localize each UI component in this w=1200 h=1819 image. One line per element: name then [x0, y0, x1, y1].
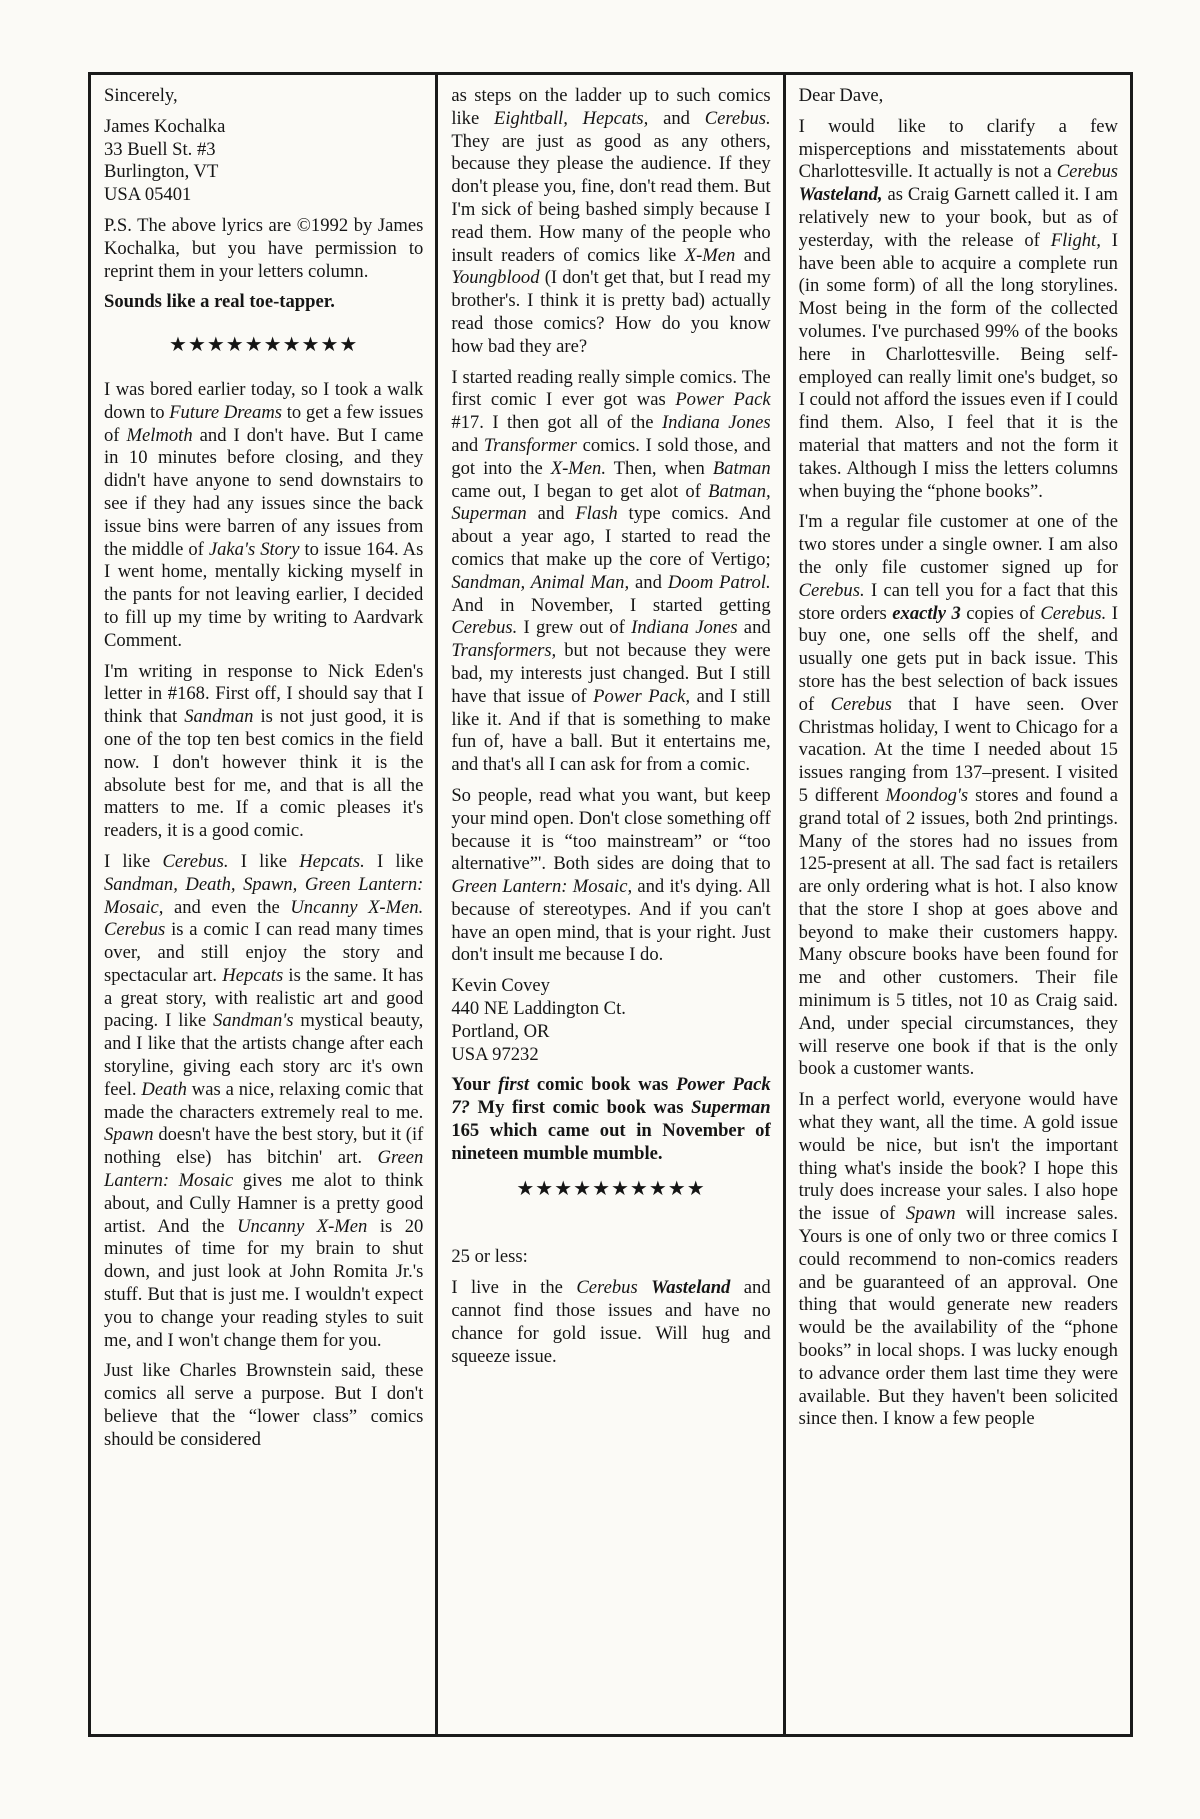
- column-2: [435, 75, 782, 1734]
- signature-city: Burlington, VT: [104, 161, 219, 183]
- letter-paragraph: I live in the Cerebus Wasteland and cannot find those issues and have no chance for gold issue. Will hug and squeeze issue.: [451, 1277, 771, 1367]
- signature-street: 33 Buell St. #3: [104, 138, 216, 160]
- signature-street: 440 NE Laddington Ct.: [451, 998, 626, 1020]
- letter-closing: Sincerely,: [104, 85, 178, 106]
- section-divider-stars: ★★★★★★★★★★: [169, 334, 359, 357]
- letter-paragraph: I'm writing in response to Nick Eden's letter in #168. First off, I should say that I think that Sandman is not just good, it is one of the top ten best comics in the field now. I don't however think it is the absolute best for me, and that is all the matters to me. If a comic pleases it's readers, it is a good comic.: [104, 660, 424, 842]
- column-1: [91, 75, 435, 1734]
- letter-paragraph: So people, read what you want, but keep your mind open. Don't close something off because it is “too mainstream” or “too alternative”'. Both sides are doing that to Green Lantern: Mosaic, and it's dying. All because of stereotypes. And if you can't have an open mind, that is your right. Just don't insult me because I do.: [451, 784, 771, 966]
- signature-zip: USA 97232: [451, 1043, 539, 1065]
- letter-paragraph: Just like Charles Brownstein said, these comics all serve a purpose. But I don't believe that the “lower class” comics should be considered: [104, 1360, 424, 1450]
- letter-salutation: Dear Dave,: [798, 85, 884, 106]
- editor-response-text: Sounds like a real toe-tapper.: [104, 291, 335, 313]
- letters-frame: [88, 72, 1133, 1737]
- signature-name: James Kochalka: [104, 115, 226, 137]
- letter-heading: 25 or less:: [451, 1246, 528, 1268]
- signature-block: [451, 975, 770, 1066]
- letter-paragraph: In a perfect world, everyone would have what they want, all the time. A gold issue would be nice, but isn't the important thing what's inside the book? I hope this truly does increase your sales. I also hope the issue of Spawn will increase sales. Yours is one of only two or three comics I could recommend to non-comics readers and be guaranteed of an approval. One thing that would generate new readers would be the availability of the “phone books” in local shops. I was lucky enough to advance order them last time they were available. But they haven't been solicited since then. I know a few people: [798, 1089, 1118, 1430]
- editor-response: Your first comic book was Power Pack 7? My first comic book was Superman 165 which came out in November of nineteen mumble mumble.: [451, 1074, 771, 1164]
- letter-paragraph: I like Cerebus. I like Hepcats. I like Sandman, Death, Spawn, Green Lantern: Mosaic, and even the Uncanny X-Men. Cerebus is a comic I can read many times over, and still enjoy the story and spectacular art. Hepcats is the same. It has a great story, with realistic art and good pacing. I like Sandman's mystical beauty, and I like that the artists change after each storyline, giving each story arc it's own feel. Death was a nice, relaxing comic that made the characters extremely real to me. Spawn doesn't have the best story, but it (if nothing else) has bitchin' art. Green Lantern: Mosaic gives me alot to think about, and Cully Hamner is a pretty good artist. And the Uncanny X-Men is 20 minutes of time for my brain to shut down, and just look at John Romita Jr.'s stuff. But that is just me. I wouldn't expect you to change your reading styles to suit me, and I won't change them for you.: [104, 850, 424, 1351]
- letter-paragraph: I started reading really simple comics. The first comic I ever got was Power Pack #17. I then got all of the Indiana Jones and Transformer comics. I sold those, and got into the X-Men. Then, when Batman came out, I began to get alot of Batman, Superman and Flash type comics. And about a year ago, I started to read the comics that make up the core of Vertigo; Sandman, Animal Man, and Doom Patrol. And in November, I started getting Cerebus. I grew out of Indiana Jones and Transformers, but not because they were bad, my interests just changed. But I still have that issue of Power Pack, and I still like it. And if that is something to make fun of, have a ball. But it entertains me, and that's all I can ask for from a comic.: [451, 366, 771, 776]
- signature-city: Portland, OR: [451, 1020, 550, 1042]
- signature-zip: USA 05401: [104, 184, 192, 206]
- letter-paragraph: I was bored earlier today, so I took a walk down to Future Dreams to get a few issues of Melmoth and I don't have. But I came in 10 minutes before closing, and they didn't have anyone to send downstairs to see if they had any issues since the back issue bins were barren of any issues from the middle of Jaka's Story to issue 164. As I went home, mentally kicking myself in the pants for not leaving earlier, I decided to fill up my time by writing to Aardvark Comment.: [104, 378, 424, 651]
- signature-block: [104, 116, 423, 207]
- signature-name: Kevin Covey: [451, 975, 550, 997]
- editor-response: [104, 291, 423, 314]
- column-3: [783, 75, 1130, 1734]
- letter-paragraph: I would like to clarify a few misperceptions and misstatements about Charlottesville. It actually is not a Cerebus Wasteland, as Craig Garnett called it. I am relatively new to your book, but as of yesterday, with the release of Flight, I have been able to acquire a complete run (in some form) of all the long storylines. Most being in the form of the collected volumes. I've purchased 99% of the books here in Charlottesville. Being self-employed can really limit one's budget, so I could not afford the issues even if I could find them. Also, I feel that it is the material that matters and not the form it takes. Although I miss the letters columns when buying the “phone books”.: [798, 115, 1118, 502]
- letter-paragraph: as steps on the ladder up to such comics like Eightball, Hepcats, and Cerebus. They are just as good as any others, because they please the audience. If they don't please you, fine, don't read them. But I'm sick of being bashed simply because I read them. How many of the people who insult readers of comics like X-Men and Youngblood (I don't get that, but I read my brother's. I think it is pretty bad) actually read those comics? How do you know how bad they are?: [451, 85, 771, 357]
- letter-paragraph: I'm a regular file customer at one of the two stores under a single owner. I am also the only file customer signed up for Cerebus. I can tell you for a fact that this store orders exactly 3 copies of Cerebus. I buy one, one sells off the shelf, and usually one gets put in back issue. This store has the best selection of back issues of Cerebus that I have seen. Over Christmas holiday, I went to Chicago for a vacation. At the time I needed about 15 issues ranging from 137–present. I visited 5 different Moondog's stores and found a grand total of 2 issues, both 2nd printings. Many of the stores had no issues from 125-present at all. The sad fact is retailers are only ordering what is hot. I also know that the store I shop at goes above and beyond to make their customers happy. Many obscure books have been found for me and other customers. Their file minimum is 5 titles, not 10 as Craig said. And, under special circumstances, they will reserve one book if that is the only book a customer wants.: [798, 511, 1118, 1080]
- section-divider-stars: ★★★★★★★★★★: [516, 1177, 706, 1200]
- postscript: P.S. The above lyrics are ©1992 by James Kochalka, but you have permission to reprint them in your letters column.: [104, 214, 424, 282]
